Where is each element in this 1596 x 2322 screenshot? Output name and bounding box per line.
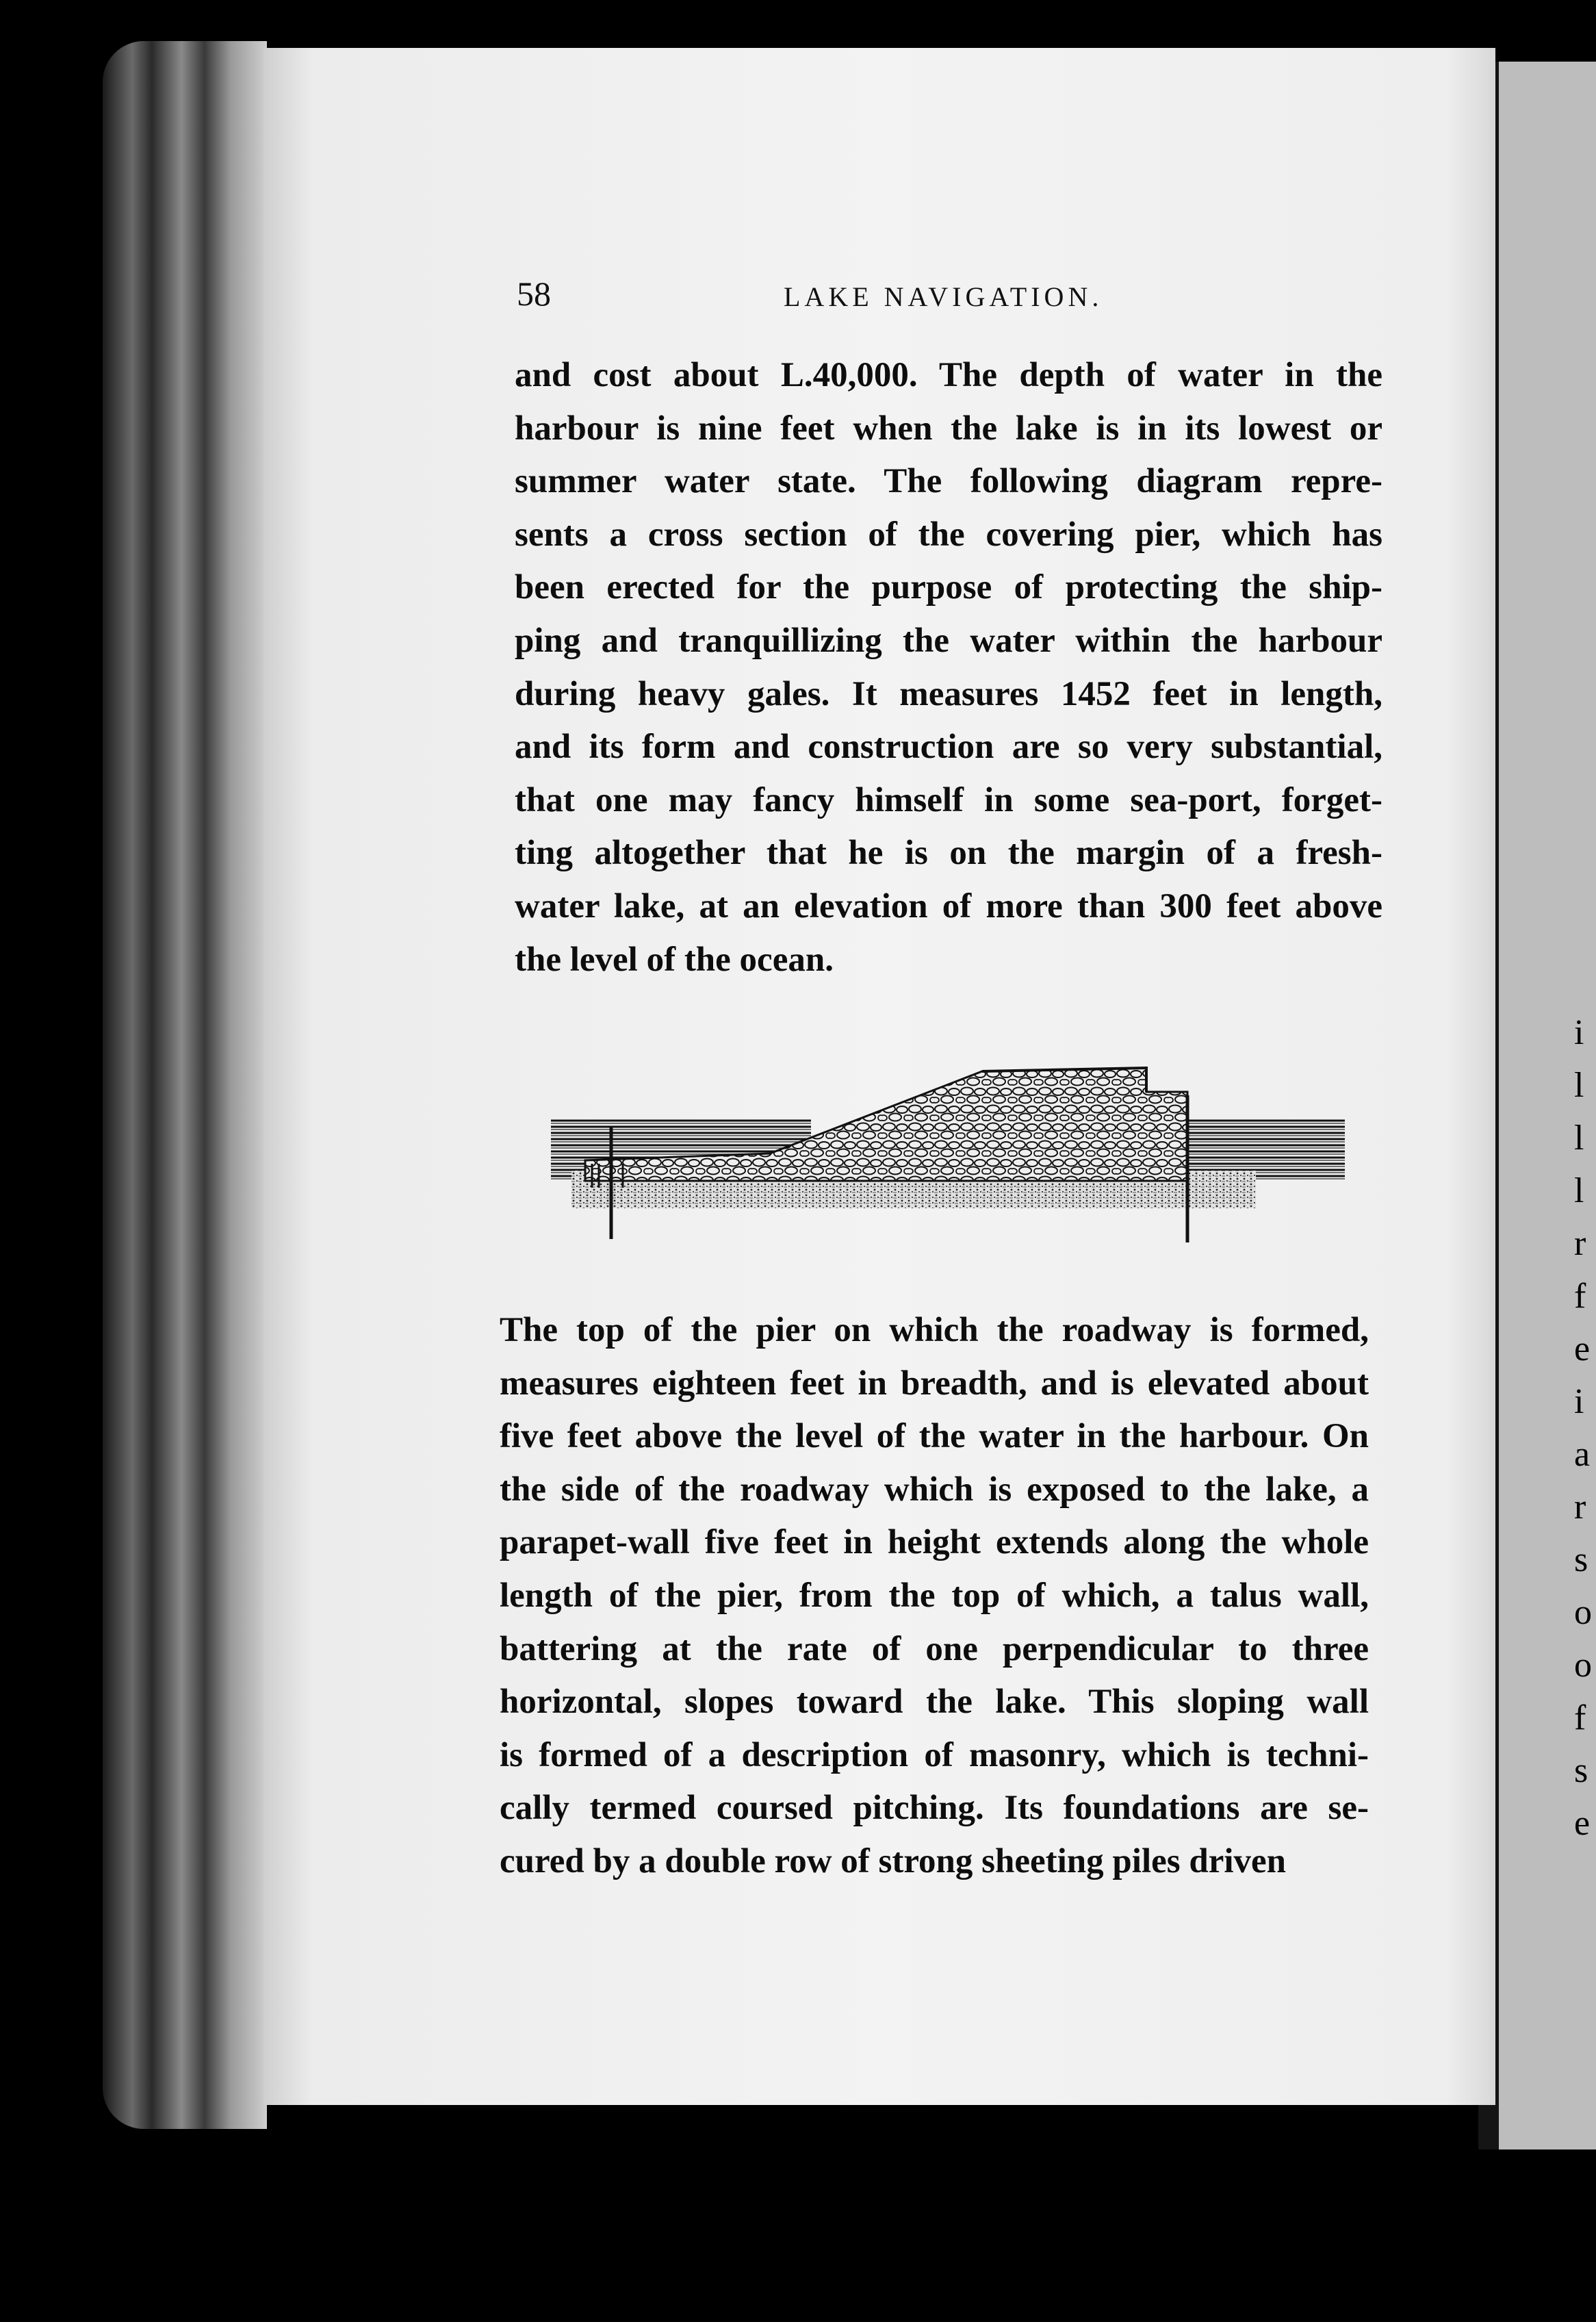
pier-cross-section-diagram [544, 1051, 1352, 1256]
adjacent-letter: l [1574, 1171, 1584, 1210]
paragraph-2 [500, 1304, 1369, 1889]
text-line: measures eighteen feet in breadth, and is elevated about [500, 1364, 1369, 1403]
text-line: sents a cross section of the covering pier, which has [515, 515, 1382, 554]
text-line: the level of the ocean. [515, 940, 834, 979]
page-number: 58 [517, 275, 551, 313]
text-line: and its form and construction are so very substantial, [515, 728, 1382, 767]
text-line: cally termed coursed pitching. Its foundations are se- [500, 1789, 1369, 1828]
text-line: is formed of a description of masonry, which is techni- [500, 1735, 1369, 1774]
adjacent-letter: o [1574, 1646, 1592, 1685]
adjacent-letter: s [1574, 1540, 1588, 1579]
adjacent-letter: r [1574, 1488, 1586, 1527]
adjacent-letter: o [1574, 1593, 1592, 1632]
text-line: that one may fancy himself in some sea-port, forget- [515, 780, 1382, 819]
adjacent-letter: l [1574, 1066, 1584, 1105]
adjacent-letter: s [1574, 1751, 1588, 1790]
text-line: ting altogether that he is on the margin of a fresh- [515, 834, 1382, 873]
adjacent-letter: f [1574, 1698, 1586, 1737]
adjacent-letter: i [1574, 1013, 1584, 1052]
adjacent-letter: a [1574, 1435, 1591, 1474]
text-line: summer water state. The following diagram repre- [515, 462, 1382, 501]
running-head: LAKE NAVIGATION. [784, 281, 1103, 312]
adjacent-letter: e [1574, 1329, 1591, 1368]
text-line: ping and tranquillizing the water within the harbour [515, 621, 1382, 660]
book-edge [103, 41, 267, 2129]
paragraph-1 [515, 349, 1382, 986]
text-line: been erected for the purpose of protecting the ship- [515, 568, 1382, 607]
adjacent-page-text [1574, 1006, 1596, 1850]
text-line: water lake, at an elevation of more than 300 feet above [515, 886, 1382, 926]
adjacent-letter: r [1574, 1224, 1586, 1263]
text-line: battering at the rate of one perpendicular to three [500, 1629, 1369, 1668]
text-line: and cost about L.40,000. The depth of water in the [515, 356, 1382, 394]
text-line: horizontal, slopes toward the lake. This sloping wall [500, 1683, 1369, 1722]
text-line: five feet above the level of the water in the harbour. On [500, 1417, 1369, 1456]
text-line: the side of the roadway which is exposed to the lake, a [500, 1470, 1369, 1509]
text-line: during heavy gales. It measures 1452 feet in length, [515, 674, 1382, 713]
text-line: length of the pier, from the top of which, a talus wall, [500, 1576, 1369, 1615]
text-line: The top of the pier on which the roadway is formed, [500, 1311, 1369, 1349]
adjacent-letter: f [1574, 1277, 1586, 1316]
text-line: harbour is nine feet when the lake is in its lowest or [515, 409, 1382, 448]
adjacent-letter: i [1574, 1382, 1584, 1421]
text-line: parapet-wall five feet in height extends along the whole [500, 1523, 1369, 1562]
adjacent-letter: e [1574, 1804, 1591, 1843]
adjacent-letter: l [1574, 1119, 1584, 1158]
text-line: cured by a double row of strong sheeting piles driven [500, 1841, 1287, 1880]
page-header [517, 274, 1386, 322]
